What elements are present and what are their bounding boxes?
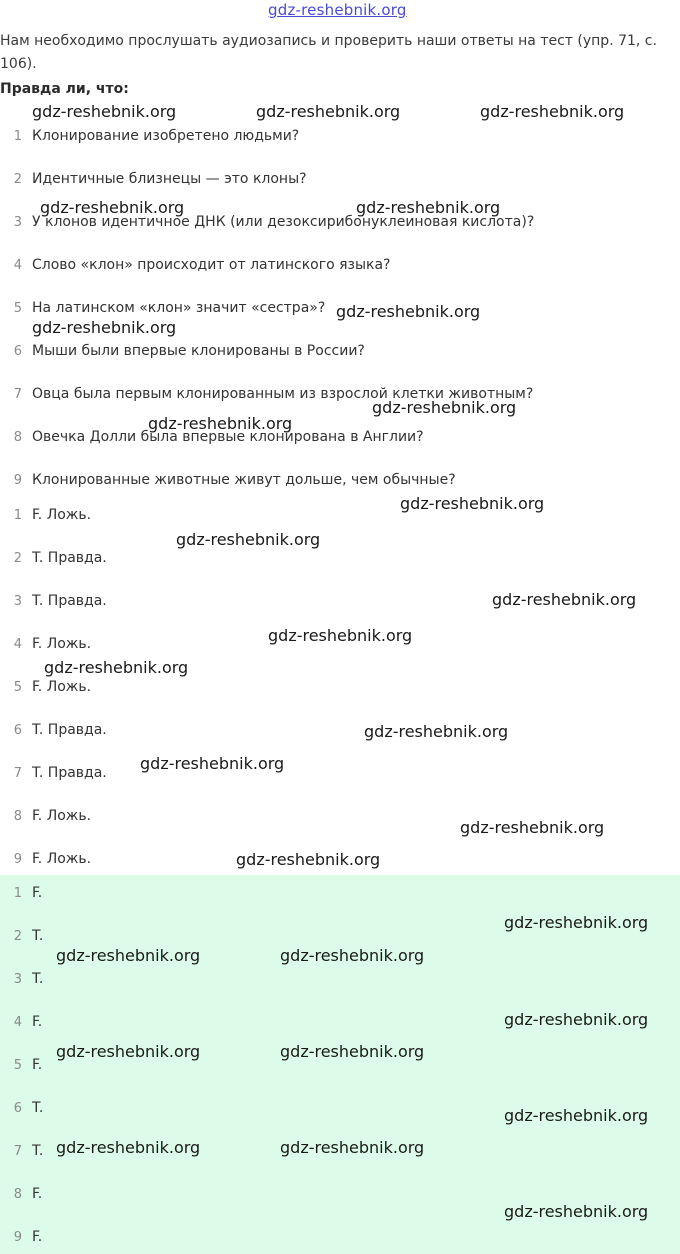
item-number: 8 [13, 429, 22, 445]
item-number: 3 [13, 214, 22, 230]
answer-item [0, 720, 107, 740]
item-number: 6 [13, 343, 22, 359]
answer-item [0, 591, 107, 611]
answer-item [0, 763, 107, 783]
watermark: gdz-reshebnik.org [504, 1010, 649, 1029]
answer-item [0, 548, 107, 568]
watermark: gdz-reshebnik.org [504, 913, 649, 932]
answer-text: F. Ложь. [32, 636, 92, 652]
item-number: 4 [13, 636, 22, 652]
short-answer-text: T. [32, 971, 44, 987]
item-number: 5 [13, 300, 22, 316]
watermark: gdz-reshebnik.org [148, 414, 293, 433]
question-item [0, 341, 365, 361]
question-text: Мыши были впервые клонированы в России? [32, 343, 365, 359]
short-answer-text: F. [32, 885, 43, 901]
question-text: У клонов идентичное ДНК (или дезоксирибонуклеиновая кислота)? [32, 214, 535, 230]
short-answer-item [0, 926, 43, 946]
item-number: 4 [13, 1014, 22, 1030]
question-item [0, 169, 307, 189]
item-number: 6 [13, 1100, 22, 1116]
item-number: 9 [13, 1229, 22, 1245]
question-text: На латинском «клон» значит «сестра»? [32, 300, 326, 316]
watermark: gdz-reshebnik.org [480, 102, 625, 121]
watermark: gdz-reshebnik.org [56, 1042, 201, 1061]
answer-text: F. Ложь. [32, 808, 92, 824]
watermark: gdz-reshebnik.org [336, 302, 481, 321]
short-answer-text: T. [32, 928, 44, 944]
short-answer-text: F. [32, 1014, 43, 1030]
item-number: 8 [13, 808, 22, 824]
answer-item [0, 505, 91, 525]
short-answer-item [0, 883, 42, 903]
short-answer-item [0, 1141, 43, 1161]
answer-text: F. Ложь. [32, 507, 92, 523]
watermark: gdz-reshebnik.org [504, 1106, 649, 1125]
short-answer-text: T. [32, 1100, 44, 1116]
answer-item [0, 806, 91, 826]
short-answer-item [0, 969, 43, 989]
watermark: gdz-reshebnik.org [32, 102, 177, 121]
answer-text: F. Ложь. [32, 851, 92, 867]
site-logo-link[interactable]: gdz-reshebnik.org [268, 1, 407, 19]
answer-text: T. Правда. [32, 593, 107, 609]
short-answer-text: F. [32, 1057, 43, 1073]
watermark: gdz-reshebnik.org [140, 754, 285, 773]
answer-item [0, 849, 91, 869]
answer-text: T. Правда. [32, 550, 107, 566]
item-number: 9 [13, 472, 22, 488]
intro-text: Нам необходимо прослушать аудиозапись и проверить наши ответы на тест (упр. 71, с. 106). [0, 33, 657, 72]
watermark: gdz-reshebnik.org [280, 946, 425, 965]
item-number: 2 [13, 928, 22, 944]
short-answer-item [0, 1227, 42, 1247]
watermark: gdz-reshebnik.org [176, 530, 321, 549]
watermark: gdz-reshebnik.org [256, 102, 401, 121]
question-text: Клонирование изобретено людьми? [32, 128, 300, 144]
watermark: gdz-reshebnik.org [280, 1138, 425, 1157]
item-number: 4 [13, 257, 22, 273]
short-answer-text: F. [32, 1186, 43, 1202]
item-number: 7 [13, 765, 22, 781]
short-answer-item [0, 1098, 43, 1118]
item-number: 5 [13, 1057, 22, 1073]
item-number: 1 [13, 507, 22, 523]
question-item [0, 470, 456, 490]
answer-item [0, 634, 91, 654]
answer-text: F. Ложь. [32, 679, 92, 695]
question-text: Клонированные животные живут дольше, чем обычные? [32, 472, 456, 488]
question-item [0, 126, 299, 146]
watermark: gdz-reshebnik.org [364, 722, 509, 741]
watermark: gdz-reshebnik.org [236, 850, 381, 869]
item-number: 6 [13, 722, 22, 738]
watermark: gdz-reshebnik.org [460, 818, 605, 837]
watermark: gdz-reshebnik.org [356, 198, 501, 217]
watermark: gdz-reshebnik.org [372, 398, 517, 417]
item-number: 7 [13, 1143, 22, 1159]
watermark: gdz-reshebnik.org [492, 590, 637, 609]
question-item [0, 255, 390, 275]
watermark: gdz-reshebnik.org [400, 494, 545, 513]
question-text: Овечка Долли была впервые клонирована в Англии? [32, 429, 424, 445]
question-item [0, 298, 325, 318]
item-number: 2 [13, 550, 22, 566]
item-number: 1 [13, 128, 22, 144]
item-number: 9 [13, 851, 22, 867]
watermark: gdz-reshebnik.org [44, 658, 189, 677]
question-text: Слово «клон» происходит от латинского языка? [32, 257, 391, 273]
short-answer-text: F. [32, 1229, 43, 1245]
question-text: Овца была первым клонированным из взрослой клетки животным? [32, 386, 534, 402]
item-number: 5 [13, 679, 22, 695]
watermark: gdz-reshebnik.org [504, 1202, 649, 1221]
item-number: 2 [13, 171, 22, 187]
item-number: 8 [13, 1186, 22, 1202]
answer-text: T. Правда. [32, 722, 107, 738]
short-answer-item [0, 1012, 42, 1032]
item-number: 7 [13, 386, 22, 402]
item-number: 3 [13, 593, 22, 609]
watermark: gdz-reshebnik.org [56, 946, 201, 965]
answer-item [0, 677, 91, 697]
section-heading: Правда ли, что: [0, 81, 129, 97]
short-answer-item [0, 1055, 42, 1075]
item-number: 1 [13, 885, 22, 901]
short-answer-text: T. [32, 1143, 44, 1159]
watermark: gdz-reshebnik.org [56, 1138, 201, 1157]
watermark: gdz-reshebnik.org [268, 626, 413, 645]
watermark: gdz-reshebnik.org [40, 198, 185, 217]
watermark: gdz-reshebnik.org [32, 318, 177, 337]
question-text: Идентичные близнецы — это клоны? [32, 171, 307, 187]
item-number: 3 [13, 971, 22, 987]
watermark: gdz-reshebnik.org [280, 1042, 425, 1061]
answer-text: T. Правда. [32, 765, 107, 781]
short-answer-item [0, 1184, 42, 1204]
